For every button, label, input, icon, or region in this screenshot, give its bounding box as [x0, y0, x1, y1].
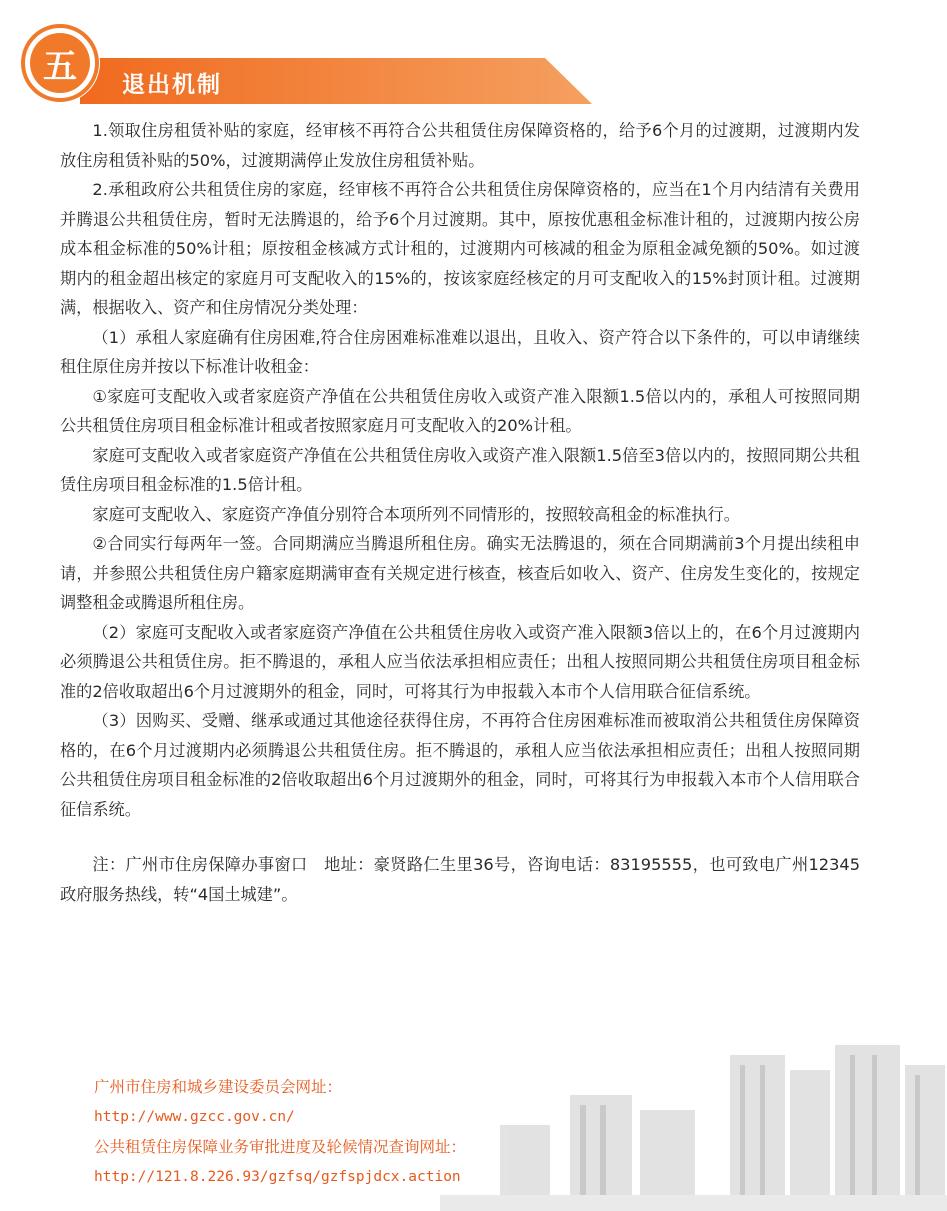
- contact-note: 注：广州市住房保障办事窗口 地址：豪贤路仁生里36号，咨询电话：83195555，也可致电广州12345政府服务热线，转“4国土城建”。: [60, 855, 860, 904]
- paragraph-7: ②合同实行每两年一签。合同期满应当腾退所租住房。确实无法腾退的，须在合同期满前3个月提出续租申请，并参照公共租赁住房户籍家庭期满审查有关规定进行核查，核查后如收入、资产、住房发生变化的，按规定调整租金或腾退所租住房。: [60, 534, 860, 612]
- query-link[interactable]: http://121.8.226.93/gzfsq/gzfspjdcx.action: [94, 1169, 461, 1185]
- reference-links: [94, 1072, 554, 1192]
- section-header: [0, 0, 947, 110]
- paragraph-3: （1）承租人家庭确有住房困难,符合住房困难标准难以退出，且收入、资产符合以下条件的，可以申请继续租住原住房并按以下标准计收租金：: [60, 327, 860, 376]
- paragraph-1: 1.领取住房租赁补贴的家庭，经审核不再符合公共租赁住房保障资格的，给予6个月的过渡期，过渡期内发放住房租赁补贴的50%，过渡期满停止发放住房租赁补贴。: [60, 121, 860, 170]
- body-content: [60, 116, 860, 909]
- paragraph-5: 家庭可支配收入或者家庭资产净值在公共租赁住房收入或资产准入限额1.5倍至3倍以内的，按照同期公共租赁住房项目租金标准的1.5倍计租。: [60, 445, 860, 494]
- website-link[interactable]: http://www.gzcc.gov.cn/: [94, 1109, 295, 1125]
- section-number-badge: 五: [43, 46, 77, 87]
- paragraph-4: ①家庭可支配收入或者家庭资产净值在公共租赁住房收入或资产准入限额1.5倍以内的，承租人可按照同期公共租赁住房项目租金标准计租或者按照家庭月可支配收入的20%计租。: [60, 386, 860, 435]
- paragraph-9: （3）因购买、受赠、继承或通过其他途径获得住房，不再符合住房困难标准而被取消公共租赁住房保障资格的，在6个月过渡期内必须腾退公共租赁住房。拒不腾退的，承租人应当依法承担相应责任；出租人按照同期公共租赁住房项目租金标准的2倍收取超出6个月过渡期外的租金，同时，可将其行为申报载入本市个人信用联合征信系统。: [60, 711, 860, 819]
- website-label: 广州市住房和城乡建设委员会网址：: [94, 1078, 343, 1096]
- paragraph-2: 2.承租政府公共租赁住房的家庭，经审核不再符合公共租赁住房保障资格的，应当在1个月内结清有关费用并腾退公共租赁住房，暂时无法腾退的，给予6个月过渡期。其中，原按优惠租金标准计租的，过渡期内按公房成本租金标准的50%计租；原按租金核减方式计租的，过渡期内可核减的租金为原租金减免额的50%。如过渡期内的租金超出核定的家庭月可支配收入的15%的，按该家庭经核定的月可支配收入的15%封顶计租。过渡期满，根据收入、资产和住房情况分类处理：: [60, 180, 860, 317]
- section-title: 退出机制: [122, 72, 222, 98]
- paragraph-8: （2）家庭可支配收入或者家庭资产净值在公共租赁住房收入或资产准入限额3倍以上的，在6个月过渡期内必须腾退公共租赁住房。拒不腾退的，承租人应当依法承担相应责任；出租人按照同期公共租赁住房项目租金标准的2倍收取超出6个月过渡期外的租金，同时，可将其行为申报载入本市个人信用联合征信系统。: [60, 622, 860, 701]
- query-label: 公共租赁住房保障业务审批进度及轮候情况查询网址：: [94, 1138, 467, 1156]
- paragraph-6: 家庭可支配收入、家庭资产净值分别符合本项所列不同情形的，按照较高租金的标准执行。: [92, 504, 740, 524]
